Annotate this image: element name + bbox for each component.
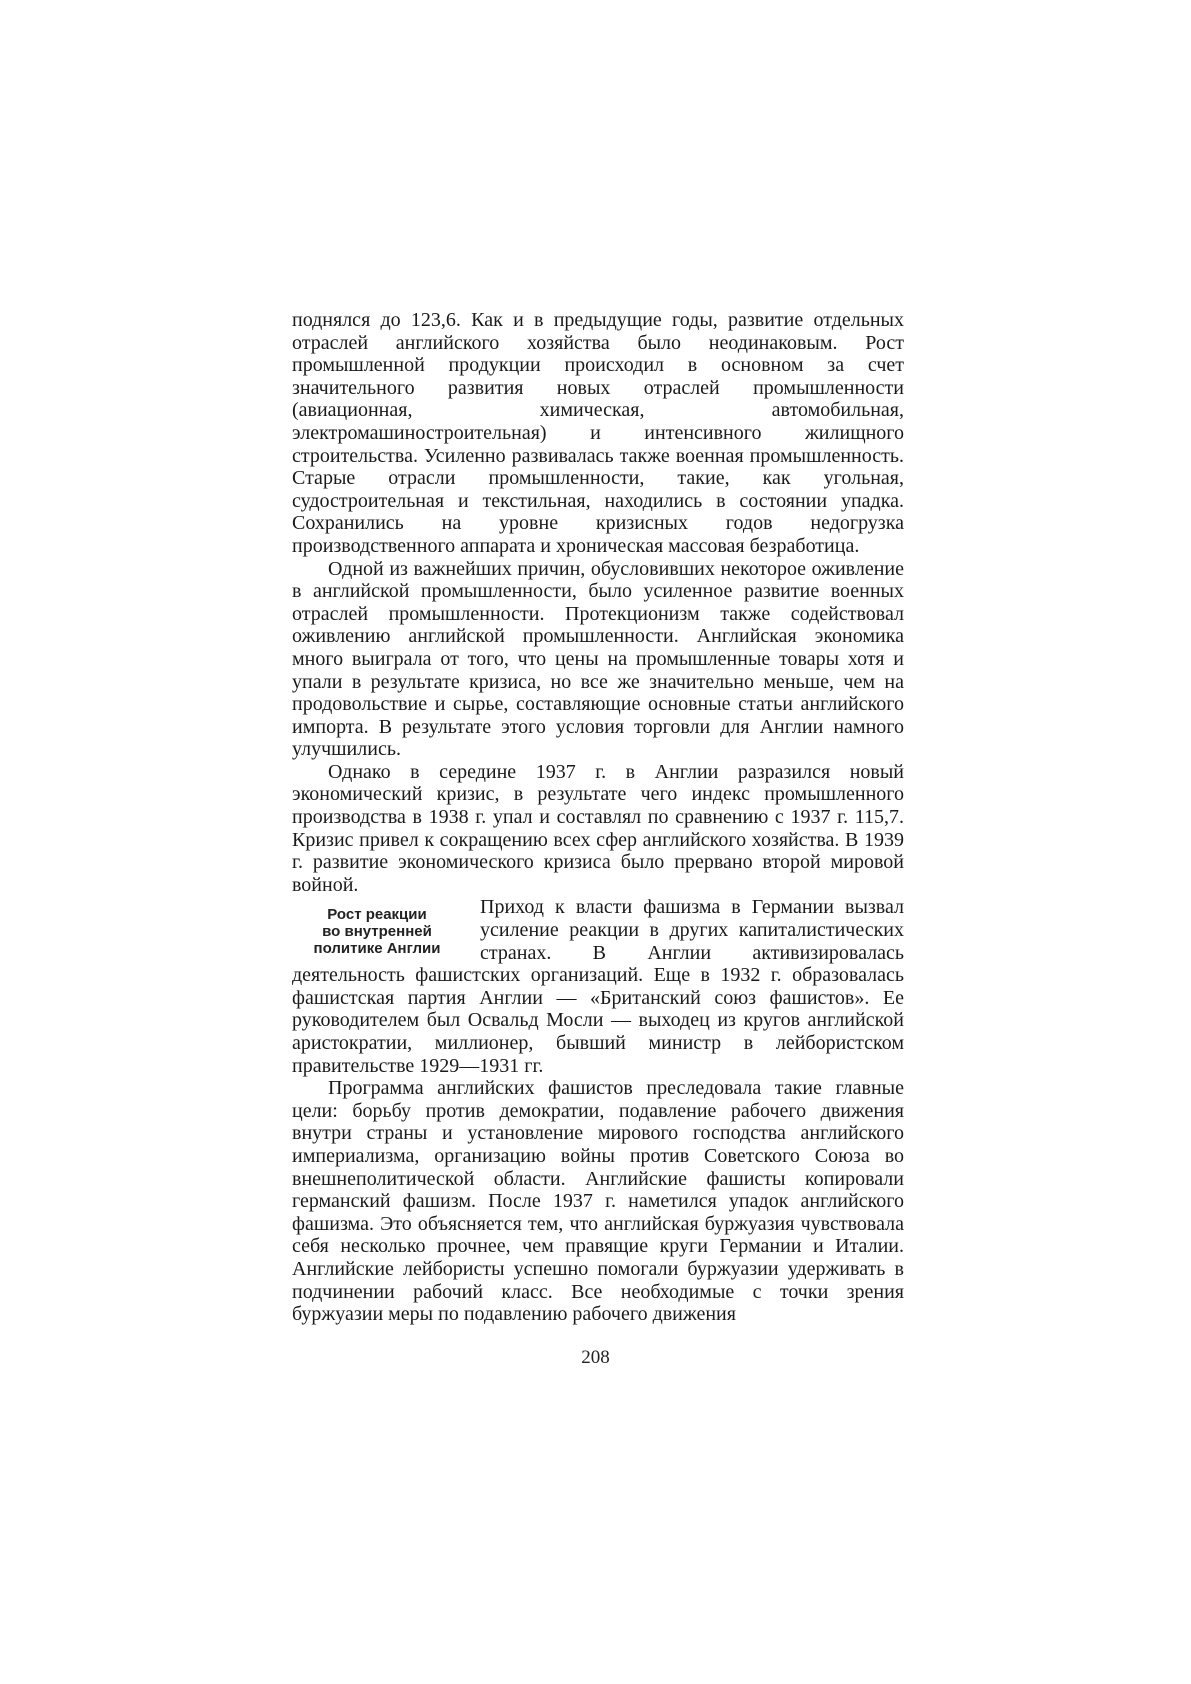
page-text — [292, 309, 904, 1326]
side-heading-line-3: политике Англии — [313, 940, 441, 958]
paragraph-3: Однако в середине 1937 г. в Англии разразился новый экономический кризис, в результате чего индекс промышленного производства в 1938 г. упал и составлял по сравнению с 1937 г. 115,7. Кризис привел к сокращению всех сфер английского хозяйства. В 1939 г. развитие экономического кризиса было прервано второй мировой войной. — [292, 760, 904, 896]
paragraph-final: Программа английских фашистов преследовала такие главные цели: борьбу против демократии, подавление рабочего движения внутри страны и установление мирового господства английского империализма, организацию войны против Советского Союза во внешнеполитической области. Английские фашисты копировали германский фашизм. После 1937 г. наметился упадок английского фашизма. Это объясняется тем, что английская буржуазия чувствовала себя несколько прочнее, чем правящие круги Германии и Италии. Английские лейбористы успешно помогали буржуазии удерживать в подчинении рабочий класс. Все необходимые с точки зрения буржуазии меры по подавлению рабочего движения — [292, 1077, 904, 1326]
side-heading-line-1: Рост реакции — [327, 906, 427, 924]
page-number: 208 — [581, 1347, 610, 1368]
section-paragraph: Приход к власти фашизма в Германии вызвал усиление реакции в других капиталистических странах. В Англии активизировалась деятельность фашистских организаций. Еще в 1932 г. образовалась фашистская партия Англии — «Британский союз фашистов». Ее руководителем был Освальд Мосли — выходец из кругов английской аристократии, миллионер, бывший министр в лейбористском правительстве 1929—1931 гг. — [292, 896, 904, 1077]
paragraph-1: поднялся до 123,6. Как и в предыдущие годы, развитие отдельных отраслей английского хозяйства было неодинаковым. Рост промышленной продукции происходил в основном за счет значительного развития новых отраслей промышленности (авиационная, химическая, автомобильная, электромашиностроительная) и интенсивного жилищного строительства. Усиленно развивалась также военная промышленность. Старые отрасли промышленности, такие, как угольная, судостроительная и текстильная, находились в состоянии упадка. Сохранились на уровне кризисных годов недогрузка производственного аппарата и хроническая массовая безработица. — [292, 309, 904, 557]
side-heading — [292, 906, 462, 957]
side-heading-line-2: во внутренней — [322, 923, 432, 941]
paragraph-2: Одной из важнейших причин, обусловивших некоторое оживление в английской промышленности, было усиленное развитие военных отраслей промышленности. Протекционизм также содействовал оживлению английской промышленности. Английская экономика много выиграла от того, что цены на промышленные товары хотя и упали в результате кризиса, но все же значительно меньше, чем на продовольствие и сырье, составляющие основные статьи английского импорта. В результате этого условия торговли для Англии намного улучшились. — [292, 557, 904, 761]
